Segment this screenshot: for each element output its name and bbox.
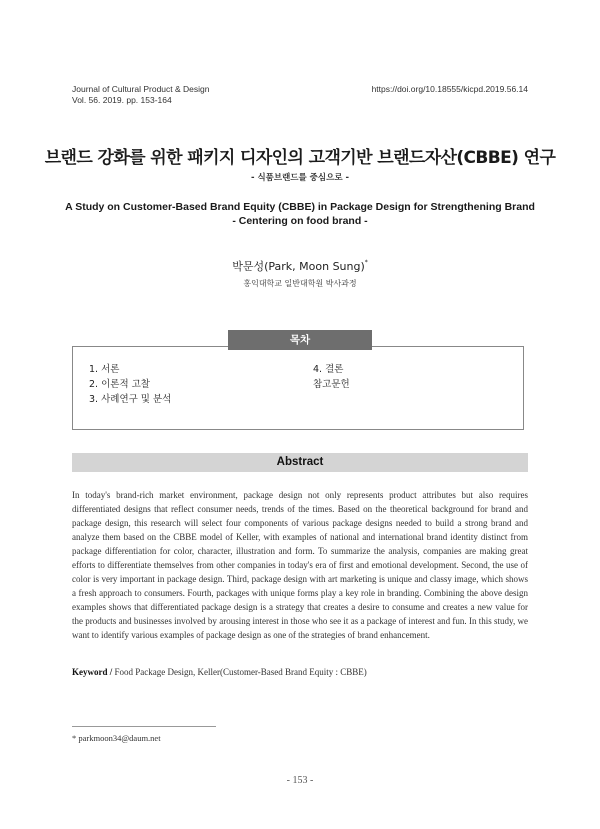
- english-title-line2: - Centering on food brand -: [232, 215, 368, 227]
- korean-title: 브랜드 강화를 위한 패키지 디자인의 고객기반 브랜드자산(CBBE) 연구: [44, 148, 556, 168]
- volume-info: Vol. 56. 2019. pp. 153-164: [72, 95, 172, 105]
- toc-item-1: 1. 서론: [89, 364, 120, 375]
- abstract-heading: Abstract: [72, 453, 528, 472]
- toc-item-references: 참고문헌: [313, 379, 350, 390]
- journal-name: Journal of Cultural Product & Design: [72, 84, 210, 94]
- page-number: - 153 -: [286, 775, 314, 786]
- abstract-body: In today's brand-rich market environment, package design not only represents product attributes but also requires differentiated designs that reflect consumer needs, trends of the times. Based on the theoretical background for brand and package design, this research will select four components of various package designs needed to build a strong brand and analyze them based on the CBBE model of Keller, with examples of national and international brand identity distinct from package differentiation for color, character, illustration and form. To summarize the analysis, companies are making great efforts to differentiate themselves from other companies in today's era of first and emotional development. Second, the use of color is very important in package design. Third, package design with art marketing is unique and classy image, which shows a fresh approach to consumers. Fourth, packages with unique forms play a key role in branding. Combining the above design examples shows that differentiated package design is a strategy that creates a desire to consume and creates a new value for the products and businesses involved by arousing interest in those who see it as a package of interest and fun. In this study, we want to identify various examples of package design as one of the strategies of brand enhancement.: [72, 490, 528, 640]
- footnote-mark: *: [72, 733, 77, 743]
- footnote: [72, 733, 161, 743]
- english-title-line1: A Study on Customer-Based Brand Equity (CBBE) in Package Design for Strengthening Brand: [65, 201, 535, 213]
- journal-info: [72, 84, 210, 106]
- keyword-value: Food Package Design, Keller(Customer-Based Brand Equity : CBBE): [114, 667, 367, 677]
- author-line: [0, 258, 600, 274]
- author-affiliation: 홍익대학교 일반대학원 박사과정: [243, 279, 357, 288]
- keyword-label: Keyword /: [72, 667, 113, 677]
- korean-subtitle: - 식품브랜드를 중심으로 -: [250, 173, 350, 183]
- toc-item-2: 2. 이론적 고찰: [89, 379, 150, 390]
- toc-item-3: 3. 사례연구 및 분석: [89, 394, 172, 405]
- author-name: 박문성(Park, Moon Sung): [232, 260, 365, 273]
- footnote-divider: [72, 726, 216, 727]
- author-footnote-mark: *: [364, 259, 368, 266]
- toc-box: [72, 346, 524, 430]
- keyword-line: [72, 667, 528, 677]
- toc-item-4: 4. 결론: [313, 364, 344, 375]
- english-title: [0, 200, 600, 228]
- doi-link[interactable]: https://doi.org/10.18555/kicpd.2019.56.14: [371, 84, 528, 94]
- toc-heading: 목차: [228, 330, 372, 350]
- author-email[interactable]: parkmoon34@daum.net: [78, 733, 161, 743]
